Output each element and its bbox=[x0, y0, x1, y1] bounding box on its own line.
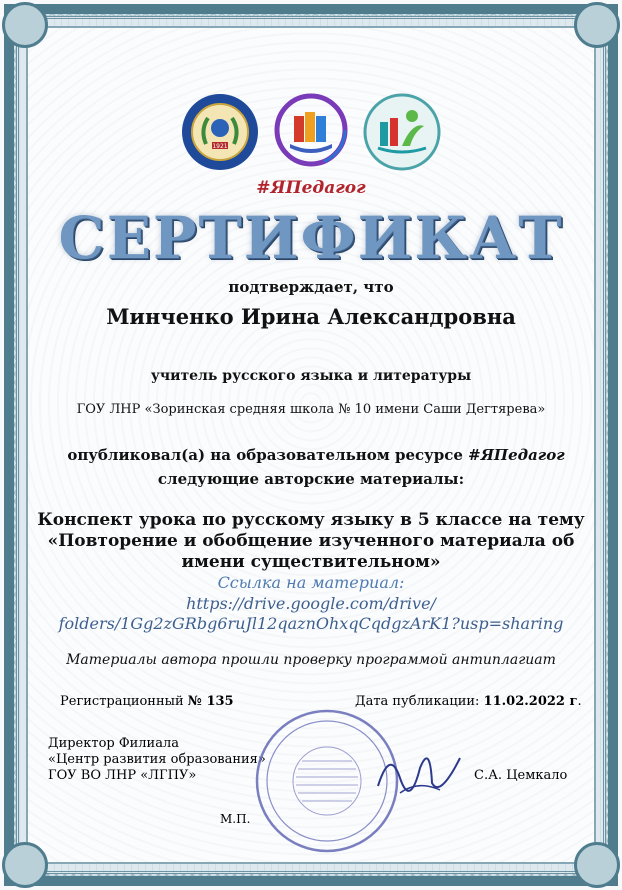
stamp-place-label: М.П. bbox=[220, 812, 251, 826]
university-seal-icon bbox=[180, 92, 260, 172]
director-block bbox=[48, 736, 266, 784]
link-line[interactable]: folders/1Gg2zGRbg6ruJl12qaznOhxqCqdgzArK1?usp=sharing bbox=[58, 614, 564, 633]
director-line: ГОУ ВО ЛНР «ЛГПУ» bbox=[48, 768, 197, 783]
hashtag-label: #ЯПедагог bbox=[256, 178, 366, 198]
recipient-name: Минченко Ирина Александровна bbox=[106, 304, 516, 329]
material-title bbox=[0, 510, 622, 573]
antiplagiarism-note: Материалы автора прошли проверку программой антиплагиат bbox=[66, 652, 556, 668]
logos-row bbox=[180, 92, 442, 172]
registration-value: № 135 bbox=[187, 694, 234, 709]
link-label: Ссылка на материал: bbox=[217, 573, 405, 592]
material-line: Конспект урока по русскому языку в 5 классе на тему bbox=[37, 510, 585, 530]
signer-name: С.А. Цемкало bbox=[474, 768, 568, 783]
material-line: имени существительном» bbox=[181, 552, 441, 572]
book-logo-icon bbox=[272, 92, 350, 172]
material-link[interactable] bbox=[0, 594, 622, 634]
certificate-title: СЕРТИФИКАТ bbox=[58, 204, 564, 272]
date-suffix: . bbox=[577, 694, 582, 709]
published-prefix: опубликовал(а) на образовательном ресурсе bbox=[67, 446, 469, 464]
published-text bbox=[0, 446, 622, 464]
registration-label: Регистрационный bbox=[60, 694, 188, 709]
recipient-position: учитель русского языка и литературы bbox=[150, 368, 472, 384]
registration-number bbox=[60, 694, 234, 709]
link-line[interactable]: https://drive.google.com/drive/ bbox=[186, 594, 436, 613]
confirms-text: подтверждает, что bbox=[228, 278, 394, 296]
education-logo-icon bbox=[362, 92, 442, 172]
svg-text:1921: 1921 bbox=[212, 143, 228, 150]
date-value: 11.02.2022 г bbox=[483, 694, 578, 709]
following-text: следующие авторские материалы: bbox=[157, 470, 465, 488]
director-line: «Центр развития образования» bbox=[48, 752, 266, 767]
published-resource: #ЯПедагог bbox=[468, 446, 565, 464]
material-line: «Повторение и обобщение изученного материала об bbox=[47, 531, 575, 551]
director-line: Директор Филиала bbox=[48, 736, 179, 751]
signature-icon bbox=[370, 738, 470, 808]
recipient-school: ГОУ ЛНР «Зоринская средняя школа № 10 имени Саши Дегтярева» bbox=[76, 402, 546, 417]
date-label: Дата публикации: bbox=[355, 694, 484, 709]
